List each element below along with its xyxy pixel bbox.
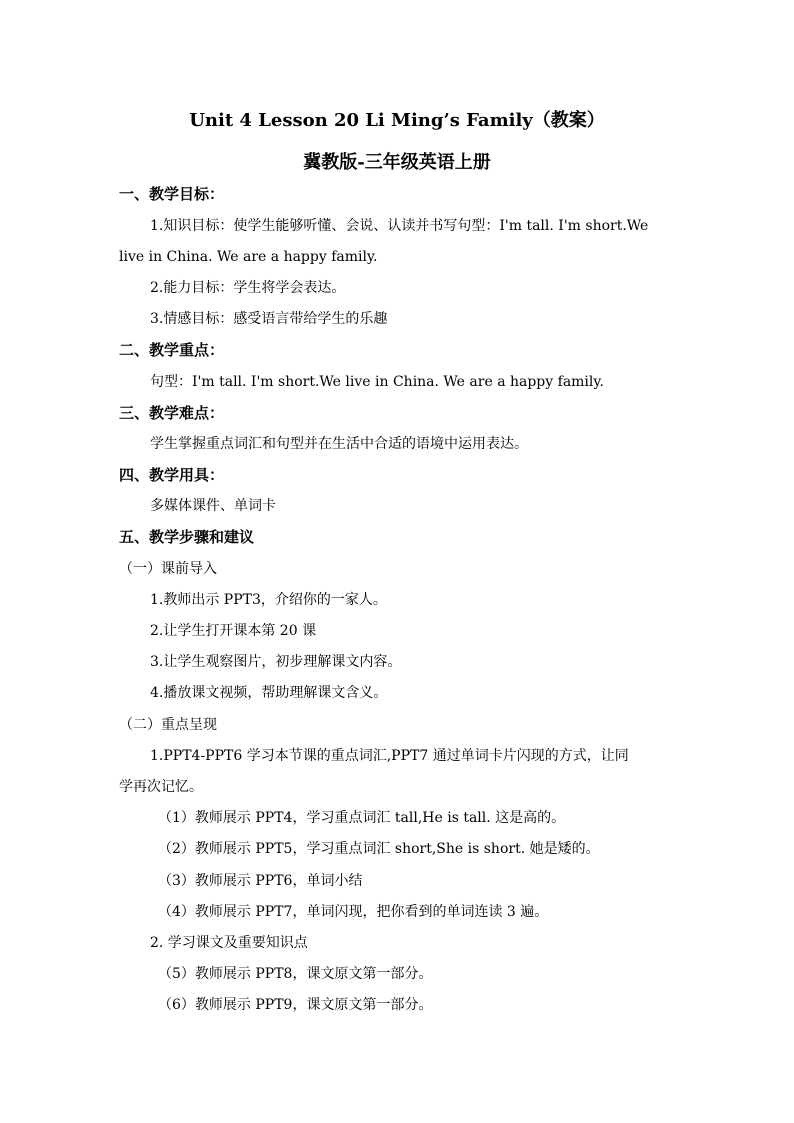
step-2-2: 2. 学习课文及重要知识点 xyxy=(150,935,308,951)
substep-1: （1）教师展示 PPT4，学习重点词汇 tall,He is tall. 这是高的。 xyxy=(158,810,566,826)
goal-2: 2.能力目标：学生将学会表达。 xyxy=(150,280,346,296)
step-1-2: 2.让学生打开课本第 20 课 xyxy=(150,623,317,639)
teaching-steps-heading: 五、教学步骤和建议 xyxy=(119,528,255,546)
goal-1-line-2: live in China. We are a happy family. xyxy=(119,249,378,265)
difficult-points-text: 学生掌握重点词汇和句型并在生活中合适的语境中运用表达。 xyxy=(150,436,528,452)
substep-4: （4）教师展示 PPT7，单词闪现，把你看到的单词连读 3 遍。 xyxy=(158,904,549,920)
document-title: Unit 4 Lesson 20 Li Ming’s Family（教案） xyxy=(189,110,605,131)
substep-6: （6）教师展示 PPT9，课文原文第一部分。 xyxy=(158,997,433,1013)
difficult-points-heading: 三、教学难点： xyxy=(119,404,225,422)
substep-2: （2）教师展示 PPT5，学习重点词汇 short,She is short. 她是矮的。 xyxy=(158,841,600,857)
key-points-text: 句型：I'm tall. I'm short.We live in China. We are a happy family. xyxy=(150,374,604,390)
step-2-1-line-1: 1.PPT4-PPT6 学习本节课的重点词汇,PPT7 通过单词卡片闪现的方式，让同 xyxy=(150,748,629,764)
key-points-heading: 二、教学重点： xyxy=(119,341,225,359)
step-group-1-heading: （一）课前导入 xyxy=(119,561,217,577)
goals-heading: 一、教学目标： xyxy=(119,185,225,203)
teaching-tools-text: 多媒体课件、单词卡 xyxy=(150,498,276,514)
teaching-tools-heading: 四、教学用具： xyxy=(119,466,225,484)
substep-3: （3）教师展示 PPT6，单词小结 xyxy=(158,873,363,889)
substep-5: （5）教师展示 PPT8，课文原文第一部分。 xyxy=(158,966,433,982)
goal-1-line-1: 1.知识目标：使学生能够听懂、会说、认读并书写句型：I'm tall. I'm short.We xyxy=(150,218,649,234)
step-1-3: 3.让学生观察图片，初步理解课文内容。 xyxy=(150,654,402,670)
goal-3: 3.情感目标：感受语言带给学生的乐趣 xyxy=(150,311,388,327)
step-1-1: 1.教师出示 PPT3，介绍你的一家人。 xyxy=(150,592,387,608)
step-1-4: 4.播放课文视频，帮助理解课文含义。 xyxy=(150,685,388,701)
step-group-2-heading: （二）重点呈现 xyxy=(119,717,217,733)
step-2-1-line-2: 学再次记忆。 xyxy=(119,779,203,795)
document-subtitle: 冀教版-三年级英语上册 xyxy=(303,152,491,173)
